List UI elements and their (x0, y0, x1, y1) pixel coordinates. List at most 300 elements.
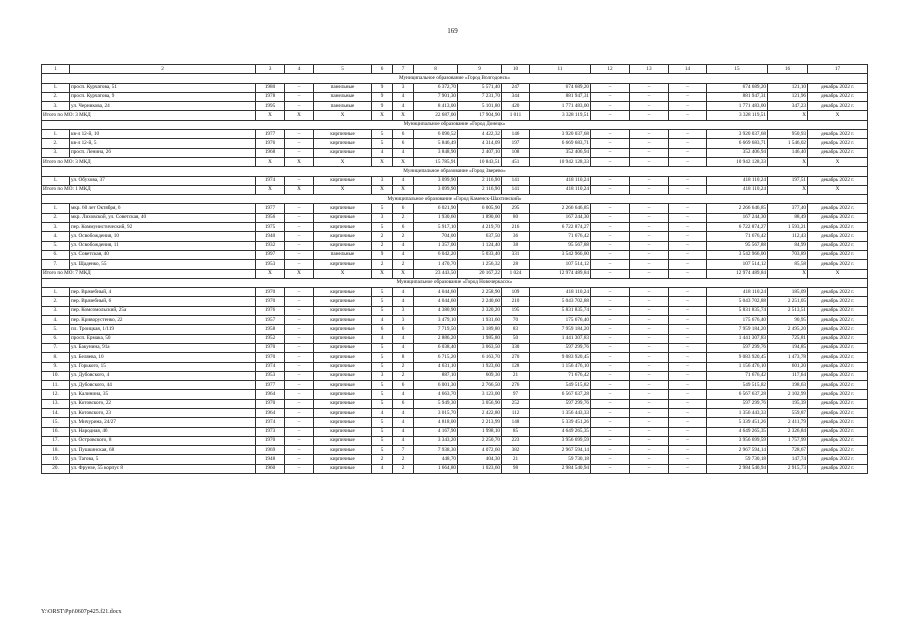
table-row (42, 92, 868, 101)
table-cell: – (285, 288, 314, 297)
table-cell: 109 (502, 288, 530, 297)
table-cell: 1974 (256, 362, 285, 371)
subtotal-cell: 12 974 489,84 (530, 269, 591, 278)
subtotal-cell: X (314, 157, 372, 166)
table-cell: 1 664,80 (414, 464, 458, 473)
subtotal-cell: X (393, 269, 414, 278)
table-row (42, 399, 868, 408)
table-cell: 4 (393, 176, 414, 185)
table-cell: – (285, 232, 314, 241)
table-cell: – (591, 83, 630, 92)
table-cell: декабрь 2022 г. (808, 241, 868, 250)
table-cell: 7. (42, 343, 70, 352)
table-cell: 6. (42, 250, 70, 259)
table-cell: 5 033,40 (458, 250, 502, 259)
table-cell: 2 (393, 232, 414, 241)
subtotal-cell: – (630, 111, 669, 120)
table-cell: – (285, 92, 314, 101)
table-cell: ул. Дубовского, 44 (70, 381, 256, 390)
table-cell: – (630, 436, 669, 445)
table-cell: 9 083 920,45 (530, 353, 591, 362)
table-cell: кирпичные (314, 334, 372, 343)
table-cell: 5 (372, 223, 393, 232)
table-cell: 1. (42, 204, 70, 213)
table-cell: 59 730,18 (530, 455, 591, 464)
table-cell: декабрь 2022 г. (808, 83, 868, 92)
table-cell: 404,30 (458, 455, 502, 464)
table-cell: кирпичные (314, 371, 372, 380)
table-cell: декабрь 2022 г. (808, 390, 868, 399)
table-row (42, 427, 868, 436)
table-cell: – (630, 399, 669, 408)
table-cell: 84,99 (768, 241, 808, 250)
table-cell: кирпичные (314, 353, 372, 362)
table-cell: 3 479,10 (414, 316, 458, 325)
table-cell: 887,10 (414, 371, 458, 380)
table-cell: – (630, 288, 669, 297)
table-cell: – (669, 399, 707, 408)
table-cell: 4 044,60 (414, 288, 458, 297)
table-cell: 117,64 (768, 371, 808, 380)
table-cell: – (285, 306, 314, 315)
table-cell: – (630, 223, 669, 232)
table-cell: 448,70 (414, 455, 458, 464)
table-cell: 420 (502, 102, 530, 111)
table-cell: 9 (372, 83, 393, 92)
table-cell: 3 343,20 (414, 436, 458, 445)
table-cell: декабрь 2022 г. (808, 223, 868, 232)
subtotal-cell: X (314, 185, 372, 194)
table-cell: 5 (372, 343, 393, 352)
table-cell: 21 (502, 455, 530, 464)
subtotal-cell: X (768, 269, 808, 278)
table-cell: 331 (502, 250, 530, 259)
table-cell: 6 722 874,27 (530, 223, 591, 232)
table-cell: 3 063,50 (458, 343, 502, 352)
table-cell: 950,93 (768, 130, 808, 139)
table-cell: 3 542 966,00 (707, 250, 768, 259)
table-cell: – (669, 390, 707, 399)
table-cell: 3 920 037,68 (530, 130, 591, 139)
table-cell: 194,85 (768, 343, 808, 352)
table-cell: 4 (393, 343, 414, 352)
table-cell: – (630, 446, 669, 455)
table-cell: 28 (502, 260, 530, 269)
table-cell: 344 (502, 92, 530, 101)
table-cell: – (669, 130, 707, 139)
table-cell: просп. Курчатова, 9 (70, 92, 256, 101)
subtotal-label: Итого по МО: 3 МКД (42, 111, 256, 120)
table-cell: 6 (393, 399, 414, 408)
municipality-row (42, 120, 868, 129)
table-cell: 5 (372, 297, 393, 306)
table-cell: 1976 (256, 139, 285, 148)
table-cell: – (591, 399, 630, 408)
table-cell: кирпичные (314, 399, 372, 408)
table-cell: декабрь 2022 г. (808, 316, 868, 325)
table-cell: 2 320,20 (458, 306, 502, 315)
table-cell: декабрь 2022 г. (808, 204, 868, 213)
table-cell: декабрь 2022 г. (808, 399, 868, 408)
table-cell: – (630, 297, 669, 306)
table-cell: 71 676,42 (530, 232, 591, 241)
table-cell: 1. (42, 130, 70, 139)
table-cell: декабрь 2022 г. (808, 371, 868, 380)
table-cell: кирпичные (314, 343, 372, 352)
subtotal-cell: – (669, 111, 707, 120)
column-number-cell: 2 (70, 65, 256, 74)
table-cell: – (630, 148, 669, 157)
table-cell: – (285, 371, 314, 380)
table-cell: 725,81 (768, 334, 808, 343)
table-cell: – (285, 362, 314, 371)
table-cell: 1 593,21 (768, 223, 808, 232)
table-cell: кирпичные (314, 223, 372, 232)
table-cell: 7 938,30 (414, 446, 458, 455)
table-cell: 4 649 265,35 (530, 427, 591, 436)
table-cell: 704,00 (414, 232, 458, 241)
table-cell: 3. (42, 223, 70, 232)
table-cell: – (285, 381, 314, 390)
table-cell: декабрь 2022 г. (808, 427, 868, 436)
table-cell: 4 (393, 427, 414, 436)
subtotal-cell: 1 011 (502, 111, 530, 120)
subtotal-cell: – (630, 157, 669, 166)
table-cell: 3 (393, 306, 414, 315)
table-cell: кирпичные (314, 436, 372, 445)
table-cell: 7 719,50 (414, 325, 458, 334)
table-cell: – (630, 408, 669, 417)
municipality-row (42, 74, 868, 83)
table-cell: кирпичные (314, 316, 372, 325)
table-cell: ул. Фрунзе, 55 корпус 8 (70, 464, 256, 473)
table-cell: 98 (502, 464, 530, 473)
table-cell: панельные (314, 83, 372, 92)
subtotal-cell: 418 110,24 (707, 185, 768, 194)
table-cell: 1. (42, 83, 70, 92)
table-row (42, 408, 868, 417)
table-cell: – (630, 325, 669, 334)
table-cell: 1 357,00 (414, 241, 458, 250)
column-number-cell: 10 (502, 65, 530, 74)
table-cell: 1970 (256, 436, 285, 445)
table-cell: 1995 (256, 102, 285, 111)
table-cell: 1 923,60 (458, 362, 502, 371)
table-cell: 4 631,10 (414, 362, 458, 371)
table-cell: 1970 (256, 399, 285, 408)
table-cell: декабрь 2022 г. (808, 250, 868, 259)
table-cell: 1 998,10 (458, 427, 502, 436)
table-cell: 59 730,18 (707, 455, 768, 464)
table-cell: 3 015,70 (414, 408, 458, 417)
table-cell: 4 (393, 408, 414, 417)
table-cell: 5 (372, 427, 393, 436)
table-cell: 175 676,40 (530, 316, 591, 325)
table-row (42, 241, 868, 250)
table-cell: – (591, 139, 630, 148)
table-cell: – (669, 408, 707, 417)
table-cell: 549 515,82 (530, 381, 591, 390)
table-row (42, 464, 868, 473)
table-cell: 223 (502, 436, 530, 445)
table-cell: кирпичные (314, 241, 372, 250)
table-cell: 5 (372, 130, 393, 139)
table-cell: 6 567 637,28 (707, 390, 768, 399)
table-cell: просп. Ермака, 50 (70, 334, 256, 343)
table-cell: 5 339 451,26 (530, 418, 591, 427)
table-cell: – (669, 464, 707, 473)
table-cell: декабрь 2022 г. (808, 288, 868, 297)
table-cell: 1. (42, 288, 70, 297)
table-cell: – (285, 260, 314, 269)
subtotal-label: Итого по МО: 1 МКД (42, 185, 256, 194)
table-row (42, 306, 868, 315)
table-cell: 6 567 637,28 (530, 390, 591, 399)
table-cell: 5. (42, 325, 70, 334)
table-cell: – (285, 223, 314, 232)
table-cell: – (285, 334, 314, 343)
table-cell: 347,23 (768, 102, 808, 111)
table-cell: – (630, 316, 669, 325)
table-cell: 2 407,10 (458, 148, 502, 157)
table-cell: 2 326,84 (768, 427, 808, 436)
table-cell: 16. (42, 427, 70, 436)
table-cell: – (591, 204, 630, 213)
table-cell: – (630, 232, 669, 241)
table-cell: 4 (393, 390, 414, 399)
table-row (42, 83, 868, 92)
table-cell: 1980 (256, 83, 285, 92)
table-cell: 8 413,00 (414, 102, 458, 111)
table-cell: 36 (502, 232, 530, 241)
table-cell: 13. (42, 399, 70, 408)
table-cell: 3 (372, 213, 393, 222)
column-number-cell: 5 (314, 65, 372, 74)
table-cell: 3 542 966,00 (530, 250, 591, 259)
table-cell: 6 722 874,27 (707, 223, 768, 232)
table-cell: кирпичные (314, 418, 372, 427)
table-cell: декабрь 2022 г. (808, 455, 868, 464)
table-cell: 295 (502, 204, 530, 213)
table-cell: 90,95 (768, 316, 808, 325)
table-cell: – (285, 399, 314, 408)
table-cell: 80 (502, 213, 530, 222)
table-cell: 5 043 702,88 (530, 297, 591, 306)
table-cell: – (591, 464, 630, 473)
table-cell: 4 (372, 148, 393, 157)
table-cell: 3 848,90 (414, 148, 458, 157)
subtotal-cell: X (393, 111, 414, 120)
table-cell: 6 (393, 130, 414, 139)
table-cell: 1 546,02 (768, 139, 808, 148)
subtotal-cell: X (256, 157, 285, 166)
table-row (42, 139, 868, 148)
table-cell: – (669, 83, 707, 92)
table-cell: 5 571,40 (458, 83, 502, 92)
subtotal-cell: 20 167,22 (458, 269, 502, 278)
table-cell: кирпичные (314, 130, 372, 139)
table-cell: 1 930,60 (414, 213, 458, 222)
subtotal-cell: 23 443,50 (414, 269, 458, 278)
table-cell: 1 771 483,00 (530, 102, 591, 111)
table-cell: 2 (393, 464, 414, 473)
table-cell: 6 669 683,71 (707, 139, 768, 148)
table-cell: декабрь 2022 г. (808, 102, 868, 111)
subtotal-cell: 22 687,00 (414, 111, 458, 120)
table-row (42, 390, 868, 399)
table-cell: – (591, 390, 630, 399)
table-cell: кирпичные (314, 325, 372, 334)
table-cell: 559,87 (768, 408, 808, 417)
table-cell: 1960 (256, 464, 285, 473)
table-cell: ул. Народная, 46 (70, 427, 256, 436)
subtotal-cell: X (768, 157, 808, 166)
table-cell: 195 (502, 306, 530, 315)
table-cell: 728,67 (768, 446, 808, 455)
table-row (42, 288, 868, 297)
table-cell: 2 915,73 (768, 464, 808, 473)
subtotal-cell: X (256, 111, 285, 120)
table-cell: 6 (393, 204, 414, 213)
table-cell: – (285, 343, 314, 352)
column-number-row (42, 65, 868, 74)
table-cell: – (591, 316, 630, 325)
table-cell: – (591, 362, 630, 371)
column-number-cell: 1 (42, 65, 70, 74)
table-cell: ул. Котовского, 22 (70, 399, 256, 408)
municipality-row (42, 278, 868, 287)
table-cell: 185,09 (768, 288, 808, 297)
table-cell: 7 (393, 446, 414, 455)
table-cell: – (669, 362, 707, 371)
subtotal-cell: X (256, 185, 285, 194)
table-cell: 4 167,90 (414, 427, 458, 436)
table-cell: – (669, 446, 707, 455)
table-cell: 5. (42, 241, 70, 250)
table-cell: 70 (502, 316, 530, 325)
table-cell: – (669, 232, 707, 241)
table-cell: мкр. 60 лет Октября, 6 (70, 204, 256, 213)
table-cell: – (285, 390, 314, 399)
column-number-cell: 6 (372, 65, 393, 74)
table-cell: 175 676,40 (707, 316, 768, 325)
table-row (42, 213, 868, 222)
table-cell: ул. Калинина, 35 (70, 390, 256, 399)
table-cell: – (669, 436, 707, 445)
table-cell: 1964 (256, 390, 285, 399)
table-cell: 597 299,76 (707, 399, 768, 408)
table-cell: – (630, 260, 669, 269)
table-cell: 4 (372, 316, 393, 325)
table-cell: – (591, 427, 630, 436)
table-cell: – (669, 306, 707, 315)
table-cell: ул. Бакунина, 91а (70, 343, 256, 352)
table-cell: кв-л 12-й, 5 (70, 139, 256, 148)
table-cell: 3 956 699,59 (530, 436, 591, 445)
subtotal-cell: 451 (502, 157, 530, 166)
table-cell: 4 (393, 102, 414, 111)
table-cell: – (591, 353, 630, 362)
table-cell: – (669, 371, 707, 380)
table-cell: 1 890,00 (458, 213, 502, 222)
subtotal-cell: – (669, 157, 707, 166)
table-cell: 5 831 835,74 (530, 306, 591, 315)
table-cell: 5 043 702,88 (707, 297, 768, 306)
table-cell: декабрь 2022 г. (808, 436, 868, 445)
table-cell: 377,40 (768, 204, 808, 213)
subtotal-cell: X (285, 269, 314, 278)
table-cell: 1973 (256, 427, 285, 436)
table-cell: 1953 (256, 260, 285, 269)
table-cell: ул. Обухова, 37 (70, 176, 256, 185)
table-row (42, 381, 868, 390)
table-cell: ул. Освобождения, 11 (70, 241, 256, 250)
subtotal-cell: X (285, 185, 314, 194)
table-cell: 108 (502, 148, 530, 157)
table-cell: 4. (42, 232, 70, 241)
table-row (42, 316, 868, 325)
table-row (42, 260, 868, 269)
table-cell: панельные (314, 92, 372, 101)
table-cell: кирпичные (314, 139, 372, 148)
table-cell: 148 (502, 418, 530, 427)
subtotal-cell: 418 110,24 (530, 185, 591, 194)
table-cell: 1953 (256, 371, 285, 380)
column-number-cell: 13 (630, 65, 669, 74)
table-cell: просп. Курчатова, 51 (70, 83, 256, 92)
table-cell: 2 116,90 (458, 176, 502, 185)
table-cell: кирпичные (314, 390, 372, 399)
column-number-cell: 15 (707, 65, 768, 74)
table-cell: 2 258,90 (458, 288, 502, 297)
table-cell: 3 956 699,59 (707, 436, 768, 445)
table-cell: – (630, 353, 669, 362)
column-number-cell: 4 (285, 65, 314, 74)
table-cell: – (591, 408, 630, 417)
subtotal-cell: X (808, 157, 868, 166)
subtotal-cell: 141 (502, 185, 530, 194)
table-cell: 1997 (256, 250, 285, 259)
table-cell: 1956 (256, 213, 285, 222)
table-cell: пер. Комсомольский, 25а (70, 306, 256, 315)
table-cell: – (630, 176, 669, 185)
table-cell: – (285, 204, 314, 213)
table-cell: 4 (393, 92, 414, 101)
table-cell: 2 (393, 455, 414, 464)
table-cell: 609,30 (458, 371, 502, 380)
table-cell: 197 (502, 139, 530, 148)
table-cell: 4 (393, 250, 414, 259)
table-cell: 21 (502, 371, 530, 380)
table-cell: – (669, 176, 707, 185)
table-cell: – (285, 446, 314, 455)
table-cell: пл. Троицкая, 1/119 (70, 325, 256, 334)
table-cell: декабрь 2022 г. (808, 148, 868, 157)
subtotal-cell: 10 843,51 (458, 157, 502, 166)
table-cell: 5 (372, 436, 393, 445)
column-number-cell: 8 (414, 65, 458, 74)
table-cell: 2 513,51 (768, 306, 808, 315)
subtotal-cell: X (372, 269, 393, 278)
table-cell: 5 917,10 (414, 223, 458, 232)
table-row (42, 204, 868, 213)
table-cell: – (630, 455, 669, 464)
table-cell: 6 042,20 (414, 250, 458, 259)
table-row (42, 102, 868, 111)
table-cell: 5 (372, 418, 393, 427)
table-cell: кирпичные (314, 232, 372, 241)
table-cell: 146,40 (768, 148, 808, 157)
